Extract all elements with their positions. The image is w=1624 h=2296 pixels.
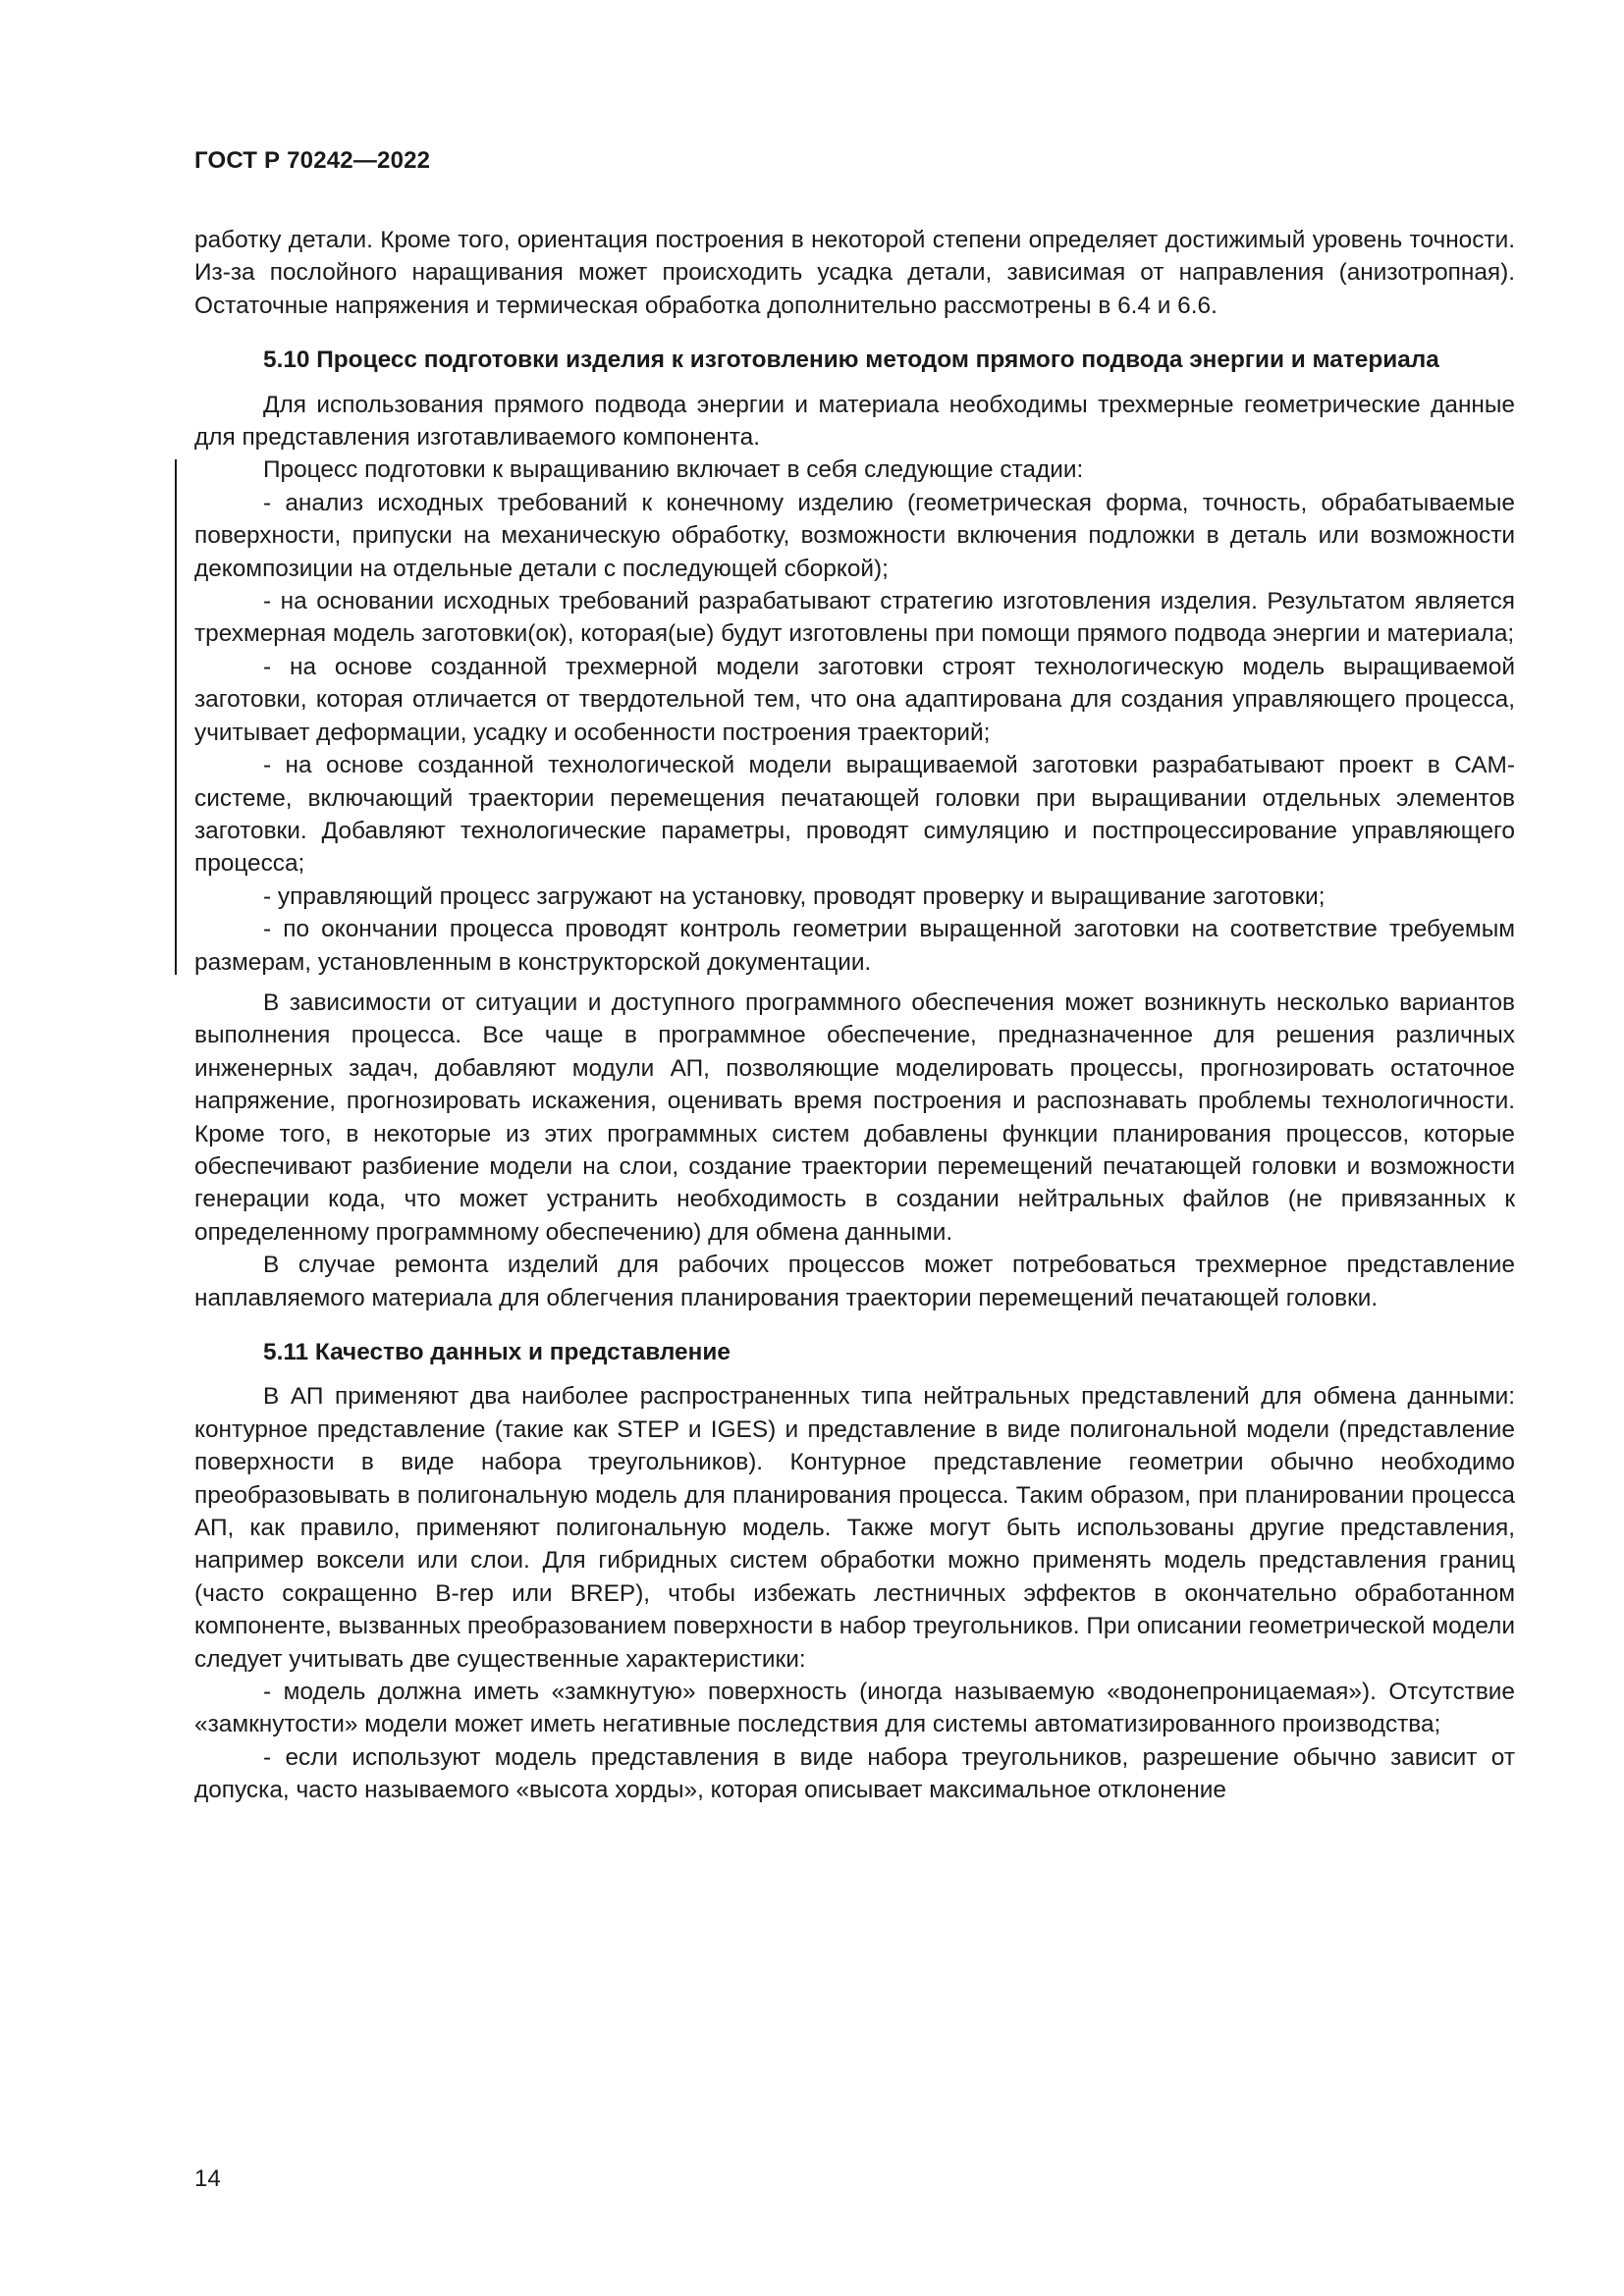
- document-body: [194, 224, 1515, 1807]
- continuation-paragraph: работку детали. Кроме того, ориентация построения в некоторой степени определяет достижимый уровень точности. Из-за послойного наращивания может происходить усадка детали, зависимая от направления (анизотропная). Остаточные напряжения и термическая обработка дополнительно рассмотрены в 6.4 и 6.6.: [194, 227, 1515, 319]
- document-header: ГОСТ Р 70242—2022: [194, 147, 431, 174]
- revision-marked-block: [194, 454, 1515, 979]
- stage-item: - управляющий процесс загружают на установку, проводят проверку и выращивание заготовки;: [263, 882, 1326, 910]
- section-5-11-paragraph-2: - модель должна иметь «замкнутую» поверхность (иногда называемую «водонепроницаемая»). Отсутствие «замкнутости» модели может иметь негативные последствия для системы автоматизированного производства;: [194, 1679, 1515, 1738]
- stage-item: - на основе созданной трехмерной модели заготовки строят технологическую модель выращиваемой заготовки, которая отличается от твердотельной тем, что она адаптирована для создания управляющего процесса, учитывает деформации, усадку и особенности построения траекторий;: [194, 653, 1515, 746]
- page-number: 14: [194, 2165, 221, 2192]
- section-5-10-paragraph-1: Для использования прямого подвода энергии и материала необходимы трехмерные геометрические данные для представления изготавливаемого компонента.: [194, 391, 1515, 452]
- section-5-10-paragraph-3: В случае ремонта изделий для рабочих процессов может потребоваться трехмерное представление наплавляемого материала для облегчения планирования траектории перемещений печатающей головки.: [194, 1252, 1515, 1311]
- stage-item: - на основании исходных требований разрабатывают стратегию изготовления изделия. Результатом является трехмерная модель заготовки(ок), которая(ые) будут изготовлены при помощи прямого подвода энергии и материала;: [194, 588, 1515, 648]
- section-5-11-paragraph-1: В АП применяют два наиболее распространенных типа нейтральных представлений для обмена данными: контурное представление (такие как STEP и IGES) и представление в виде полигональной модели (представление поверхности в виде набора треугольников). Контурное представление геометрии обычно необходимо преобразовывать в полигональную модель для планирования процесса. Таким образом, при планировании процесса АП, как правило, применяют полигональную модель. Также могут быть использованы другие представления, например воксели или слои. Для гибридных систем обработки можно применять модель представления границ (часто сокращенно B-rep или BREP), чтобы избежать лестничных эффектов в окончательно обработанном компоненте, вызванных преобразованием поверхности в набор треугольников. При описании геометрической модели следует учитывать две существенные характеристики:: [194, 1383, 1515, 1673]
- section-5-10-heading: 5.10 Процесс подготовки изделия к изготовлению методом прямого подвода энергии и материала: [263, 347, 1439, 374]
- stage-item: - по окончании процесса проводят контроль геометрии выращенной заготовки на соответствие требуемым размерам, установленным в конструкторской документации.: [194, 916, 1515, 976]
- section-5-11-heading: 5.11 Качество данных и представление: [263, 1339, 731, 1365]
- section-5-11-paragraph-3: - если используют модель представления в виде набора треугольников, разрешение обычно зависит от допуска, часто называемого «высота хорды», которая описывает максимальное отклонение: [194, 1743, 1515, 1804]
- stages-intro: Процесс подготовки к выращиванию включает в себя следующие стадии:: [263, 456, 1084, 484]
- stage-item: - анализ исходных требований к конечному изделию (геометрическая форма, точность, обрабатываемые поверхности, припуски на механическую обработку, возможности включения подложки в деталь или возможности декомпозиции на отдельные детали с последующей сборкой);: [194, 489, 1515, 582]
- section-5-10-paragraph-2: В зависимости от ситуации и доступного программного обеспечения может возникнуть несколько вариантов выполнения процесса. Все чаще в программное обеспечение, предназначенное для решения различных инженерных задач, добавляют модули АП, позволяющие моделировать процессы, прогнозировать остаточное напряжение, прогнозировать искажения, оценивать время построения и распознавать проблемы технологичности. Кроме того, в некоторые из этих программных систем добавлены функции планирования процессов, которые обеспечивают разбиение модели на слои, создание траектории перемещений печатающей головки и возможности генерации кода, что может устранить необходимость в создании нейтральных файлов (не привязанных к определенному программному обеспечению) для обмена данными.: [194, 988, 1515, 1246]
- stage-item: - на основе созданной технологической модели выращиваемой заготовки разрабатывают проект в САМ-системе, включающий траектории перемещения печатающей головки при выращивании отдельных элементов заготовки. Добавляют технологические параметры, проводят симуляцию и постпроцессирование управляющего процесса;: [194, 752, 1515, 878]
